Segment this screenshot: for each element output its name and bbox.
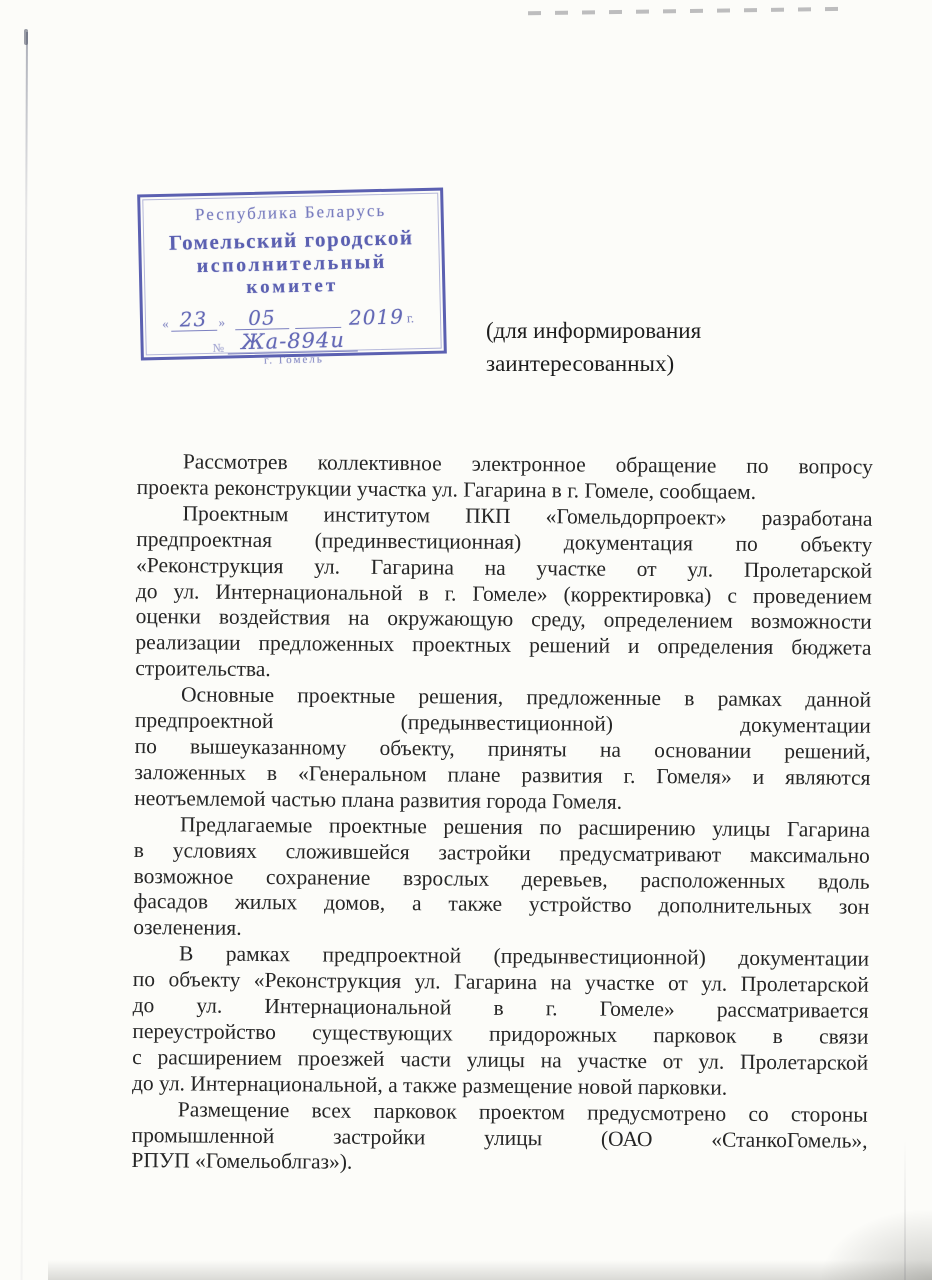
body-line: до ул. Интернациональной, а также размещение новой парковки.: [131, 1070, 728, 1100]
stamp-org-line-3: комитет: [246, 274, 339, 299]
body-line: до ул. Интернациональной в г. Гомеле» (корректировка) с проведением: [135, 578, 872, 609]
annotation-note: [486, 315, 746, 380]
body-line: проекта реконструкции участка ул. Гагарина в г. Гомеле, сообщаем.: [136, 474, 757, 504]
body-line: предпроектной (предынвестиционной) документации: [134, 708, 871, 738]
stamp-date-month-field: [235, 307, 289, 330]
body-line: реализации предложенных проектных решений и определения бюджета: [135, 630, 872, 661]
body-line: Основные проектные решения, предложенные в рамках данной: [180, 682, 872, 712]
stamp-number-row: [212, 325, 441, 355]
body-line: промышленной застройки улицы (ОАО «СтанкоГомель»,: [131, 1122, 868, 1153]
body-line: в условиях сложившейся застройки предусматривают максимально: [133, 837, 870, 868]
stamp-country: Республика Беларусь: [194, 200, 387, 225]
stamp-number-label: №: [212, 340, 225, 355]
paragraph: [133, 812, 870, 947]
body-line: переустройство существующих придорожных парковок в связи: [132, 1018, 869, 1049]
registration-stamp: [137, 188, 447, 367]
stamp-inner-frame: [142, 193, 441, 367]
paragraph: [132, 941, 869, 1102]
stamp-date-row: [162, 300, 431, 332]
paragraph: [137, 449, 873, 507]
scan-artifact-bottom-shadow: [48, 1260, 932, 1280]
body-line: Размещение всех парковок проектом предусмотрено со стороны: [177, 1096, 868, 1127]
scan-artifact-dashes: [528, 7, 850, 15]
body-line: до ул. Интернациональной в г. Гомеле» рассматривается: [132, 993, 869, 1023]
scan-artifact-fold-tip: [24, 29, 28, 45]
body-line: Проектным институтом ПКП «Гомельдорпроект» разработана: [182, 501, 873, 531]
body-line: оценки воздействия на окружающую среду, определением возможности: [135, 604, 872, 635]
body-line: «Реконструкция ул. Гагарина на участке от ул. Пролетарской: [135, 552, 873, 583]
paragraph: [131, 1097, 868, 1180]
body-line: с расширением проезжей части улицы на участке от ул. Пролетарской: [132, 1044, 869, 1075]
body-line: фасадов жилых домов, а также устройство дополнительных зон: [133, 889, 870, 920]
body-line: РПУП «Гомельоблгаз»).: [131, 1148, 353, 1175]
body-line: по объекту «Реконструкция ул. Гагарина на участке от ул. Пролетарской: [132, 967, 869, 997]
stamp-date-close-quote: »: [218, 314, 226, 330]
stamp-date-era-label: г.: [406, 310, 415, 326]
body-line: возможное сохранение взрослых деревьев, расположенных вдоль: [133, 863, 870, 894]
body-line: предпроектная (прединвестиционная) документация по объекту: [136, 526, 873, 557]
body-line: неотъемлемой частью плана развития города Гомеля.: [134, 785, 623, 814]
stamp-number-field: [228, 327, 358, 355]
stamp-date-year-handwritten: 2019: [348, 304, 405, 330]
body-line: Предлагаемые проектные решения по расширению улицы Гагарина: [179, 812, 871, 842]
stamp-date-month-handwritten: 05: [247, 305, 276, 331]
stamp-city: г. Гомель: [263, 353, 324, 367]
body-line: строительства.: [135, 656, 271, 682]
stamp-org-line-1: Гомельский городской: [168, 225, 414, 255]
annotation-line: заинтересованных): [486, 350, 675, 376]
stamp-org-line-2: исполнительный: [196, 250, 388, 278]
scan-artifact-corner-shadow: [822, 1210, 932, 1280]
scan-artifact-right-streak: [904, 1140, 906, 1280]
letter-body: [131, 449, 873, 1180]
body-line: озеленения.: [133, 915, 242, 941]
paragraph: [135, 501, 872, 688]
body-line: по вышеуказанному объекту, приняты на основании решений,: [134, 733, 871, 764]
stamp-date-day-field: [170, 306, 216, 332]
stamp-date-day-handwritten: 23: [179, 306, 208, 332]
body-line: заложенных в «Генеральном плане развития г. Гомеля» и являются: [134, 759, 871, 790]
stamp-number-handwritten: Жа-894и: [240, 327, 346, 355]
paragraph: [134, 682, 871, 817]
stamp-date-open-quote: «: [161, 315, 169, 331]
body-line: В рамках предпроектной (предынвестиционной) документации: [178, 941, 870, 971]
scan-artifact-fold-line: [21, 32, 28, 1280]
annotation-line: (для информирования: [486, 318, 702, 343]
body-line: Рассмотрев коллективное электронное обращение по вопросу: [182, 449, 873, 479]
